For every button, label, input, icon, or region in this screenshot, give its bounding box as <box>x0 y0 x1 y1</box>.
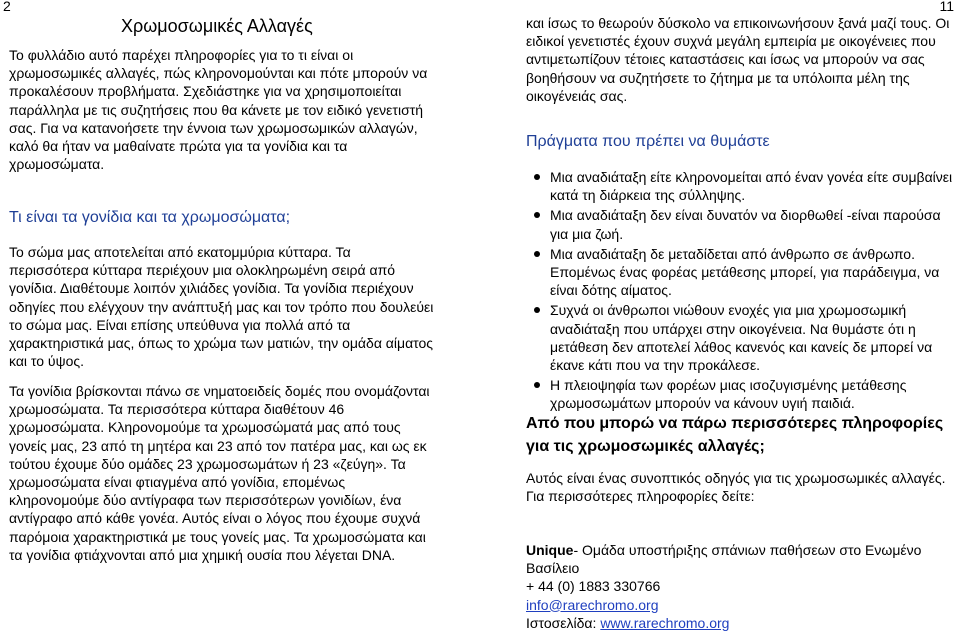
bullet-icon <box>534 307 540 313</box>
remember-list <box>526 168 956 413</box>
remember-heading-block <box>526 131 956 153</box>
list-item-text: Μια αναδιάταξη είτε κληρονομείται από έναν γονέα είτε συμβαίνει κατά τη διάρκεια της σύλληψης. <box>550 169 953 204</box>
remember-heading: Πράγματα που πρέπει να θυμάστε <box>526 133 770 150</box>
genes-paragraph-1: Το σώμα μας αποτελείται από εκατομμύρια κύτταρα. Τα περισσότερα κύτταρα περιέχουν μια ολοκληρωμένη σειρά από γονίδια. Διαθέτουμε λοιπόν χιλιάδες γονίδια. Τα γονίδια περιέχουν οδηγίες που ελέγχουν την ανάπτυξή μας και τον τρόπο που δουλεύει το σώμα μας. Είναι επίσης υπεύθυνα για πολλά από τα χαρακτηριστικά μας, όπως το χρώμα των ματιών, την ομάδα αίματος και το ύψος. <box>9 244 434 370</box>
list-item-text: Η πλειοψηφία των φορέων μιας ισοζυγισμένης μετάθεσης χρωμοσωμάτων μπορούν να κάνουν υγιή παιδιά. <box>550 377 907 412</box>
contact-email-line <box>526 596 956 614</box>
org-description: - Ομάδα υποστήριξης σπάνιων παθήσεων στο Ενωμένο Βασίλειο <box>526 542 922 577</box>
list-item-text: Συχνά οι άνθρωποι νιώθουν ενοχές για μια χρωμοσωμική αναδιάταξη που υπάρχει στην οικογένεια. Να θυμάστε ότι η μετάθεση δεν αποτελεί λάθος κανενός και κανείς δε μπορεί να έκανε κάτι που να την προκάλεσε. <box>550 302 933 374</box>
genes-section-heading: Τι είναι τα γονίδια και τα χρωμοσώματα; <box>9 209 291 226</box>
more-info-heading: Από που μπορώ να πάρω περισσότερες πληροφορίες για τις χρωμοσωμικές αλλαγές; <box>526 415 944 455</box>
intro-block <box>9 46 434 173</box>
more-info-heading-block <box>526 412 956 458</box>
page-title: Χρωμοσωμικές Αλλαγές <box>121 16 313 36</box>
list-item-text: Μια αναδιάταξη δεν είναι δυνατόν να διορθωθεί -είναι παρούσα για μια ζωή. <box>550 207 941 242</box>
continuation-paragraph: και ίσως το θεωρούν δύσκολο να επικοινωνήσουν ξανά μαζί τους. Οι ειδικοί γενετιστές έχουν συχνά μεγάλη εμπειρία με οικογένειες που αντιμετωπίζουν τέτοιες καταστάσεις και ίσως να μπορούν να σας βοηθήσουν να συζητήσετε το ζήτημα με τα υπόλοιπα μέλη της οικογένειάς σας. <box>526 15 950 104</box>
list-item <box>526 376 956 412</box>
genes-section-heading-block <box>9 207 434 229</box>
genes-paragraph-2: Τα γονίδια βρίσκονται πάνω σε νηματοειδείς δομές που ονομάζονται χρωμοσώματα. Τα περισσότερα κύτταρα διαθέτουν 46 χρωμοσώματα. Κληρονομούμε τα χρωμοσώματά μας από τους γονείς μας, 23 από τη μητέρα και 23 από τον πατέρα μας, και ως εκ τούτου έχουμε δύο ομάδες 23 χρωμοσωμάτων ή 23 «ζεύγη». Τα χρωμοσώματα είναι φτιαγμένα από γονίδια, επομένως κληρονομούμε δύο αντίγραφα των περισσότερων γονιδίων, ένα αντίγραφο από κάθε γονέα. Αυτός είναι ο λόγος που έχουμε συχνά παρόμοια χαρακτηριστικά με τους γονείς μας. Τα χρωμοσώματα και τα γονίδια φτιάχνονται από μια χημική ουσία που λέγεται DNA. <box>9 383 430 563</box>
website-link[interactable]: www.rarechromo.org <box>600 614 730 631</box>
more-info-paragraph-block <box>526 469 956 505</box>
contact-website-line <box>526 614 956 632</box>
list-item-text: Μια αναδιάταξη δε μεταδίδεται από άνθρωπο σε άνθρωπο. Επομένως ένας φορέας μετάθεσης μπορεί, για παράδειγμα, να είναι δότης αίματος. <box>550 245 940 299</box>
list-item <box>526 206 956 242</box>
list-item <box>526 245 956 300</box>
intro-paragraph: Το φυλλάδιο αυτό παρέχει πληροφορίες για το τι είναι οι χρωμοσωμικές αλλαγές, πώς κληρονομούνται και πότε μπορούν να προκαλέσουν προβλήματα. Σχεδιάστηκε για να χρησιμοποιείται παράλληλα με τις συζητήσεις που θα κάνετε με τον ειδικό γενετιστή σας. Για να κατανοήσετε την έννοια των χρωμοσωμικών αλλαγών, καλό θα ήταν να μαθαίνατε πρώτα για τα γονίδια και τα χρωμοσώματα. <box>9 47 428 173</box>
remember-list-block <box>526 168 956 415</box>
continuation-block <box>526 14 956 105</box>
bullet-icon <box>534 212 540 218</box>
page-number-right: 11 <box>939 0 954 14</box>
website-label: Ιστοσελίδα: <box>526 614 601 631</box>
page-number-left: 2 <box>3 0 11 14</box>
genes-para1-block <box>9 243 434 370</box>
contact-org-line <box>526 541 956 577</box>
list-item <box>526 168 956 204</box>
genes-para2-block <box>9 382 434 564</box>
bullet-icon <box>534 174 540 180</box>
org-name: Unique <box>526 542 574 558</box>
list-item <box>526 301 956 374</box>
contact-block <box>526 541 956 632</box>
email-link[interactable]: info@rarechromo.org <box>526 596 659 613</box>
bullet-icon <box>534 382 540 388</box>
bullet-icon <box>534 251 540 257</box>
contact-phone: + 44 (0) 1883 330766 <box>526 578 661 595</box>
more-info-paragraph: Αυτός είναι ένας συνοπτικός οδηγός για τις χρωμοσωμικές αλλαγές. Για περισσότερες πληροφορίες δείτε: <box>526 470 946 505</box>
